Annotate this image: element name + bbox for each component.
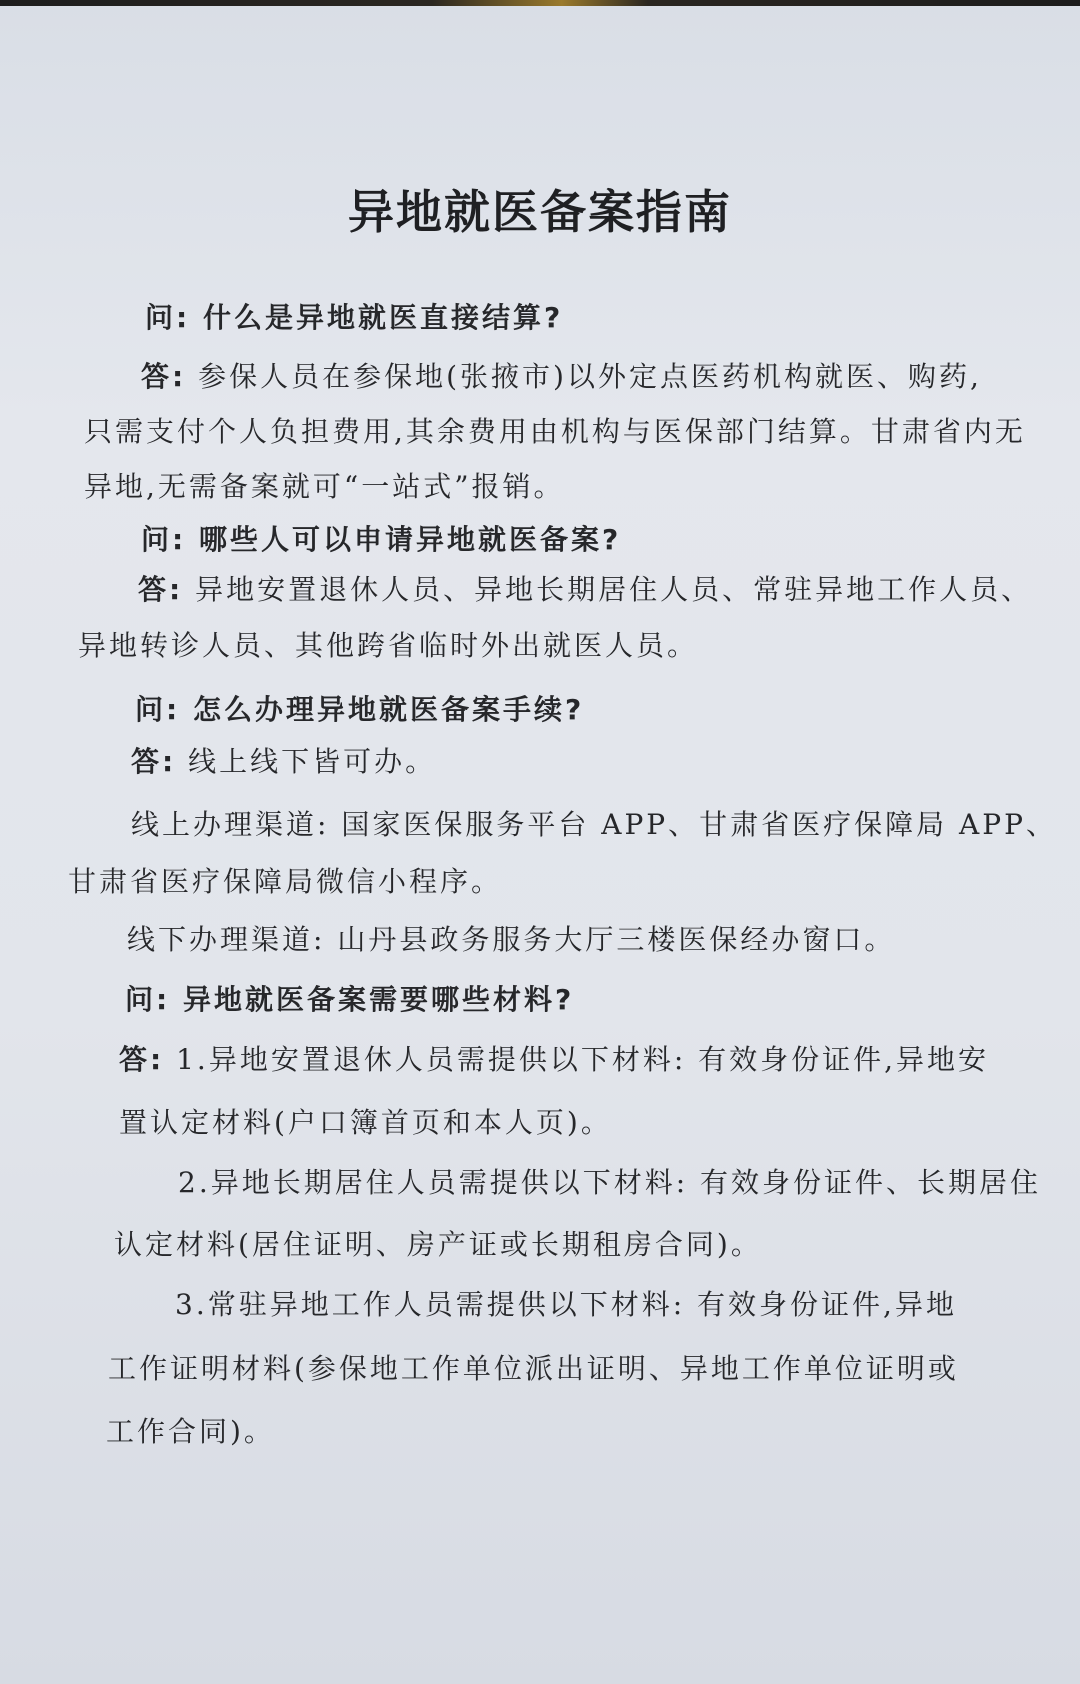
answer-label: 答: xyxy=(119,1043,165,1076)
question-2-text: 哪些人可以申请异地就医备案? xyxy=(198,523,622,556)
question-1-text: 什么是异地就医直接结算? xyxy=(202,301,564,334)
question-2 xyxy=(141,518,621,558)
answer-label: 答: xyxy=(138,573,184,606)
offline-channel: 线下办理渠道: 山丹县政务服务大厅三楼医保经办窗口。 xyxy=(127,923,896,956)
answer-2-line-1 xyxy=(138,568,1032,608)
answer-1-line-2: 只需支付个人负担费用,其余费用由机构与医保部门结算。甘肃省内无 xyxy=(84,415,1026,448)
answer-4-item-2-line-1: 2.异地长期居住人员需提供以下材料: 有效身份证件、长期居住 xyxy=(178,1166,1042,1199)
answer-2-line-2: 异地转诊人员、其他跨省临时外出就医人员。 xyxy=(78,629,699,662)
question-3-text: 怎么办理异地就医备案手续? xyxy=(192,693,585,726)
answer-1-line-1 xyxy=(141,355,982,395)
question-3 xyxy=(135,688,584,728)
answer-1-text-1: 参保人员在参保地(张掖市)以外定点医药机构就医、购药, xyxy=(198,360,982,393)
question-label: 问: xyxy=(135,693,181,726)
online-channels-line-1: 线上办理渠道: 国家医保服务平台 APP、甘肃省医疗保障局 APP、 xyxy=(131,808,1057,841)
answer-3 xyxy=(131,740,436,780)
online-channels-line-2: 甘肃省医疗保障局微信小程序。 xyxy=(68,865,503,898)
answer-4-item-3-line-1: 3.常驻异地工作人员需提供以下材料: 有效身份证件,异地 xyxy=(175,1288,957,1321)
answer-1-line-3: 异地,无需备案就可“一站式”报销。 xyxy=(84,470,565,503)
question-4 xyxy=(125,978,574,1018)
page-title: 异地就医备案指南 xyxy=(348,185,732,239)
answer-4-item-2-line-2: 认定材料(居住证明、房产证或长期租房合同)。 xyxy=(114,1228,762,1261)
question-1 xyxy=(145,296,563,336)
answer-label: 答: xyxy=(131,745,177,778)
question-label: 问: xyxy=(141,523,187,556)
question-4-text: 异地就医备案需要哪些材料? xyxy=(182,983,575,1016)
answer-2-text-1: 异地安置退休人员、异地长期居住人员、常驻异地工作人员、 xyxy=(195,573,1033,606)
item-1-text-1: 1.异地安置退休人员需提供以下材料: 有效身份证件,异地安 xyxy=(176,1043,990,1076)
answer-label: 答: xyxy=(141,360,187,393)
answer-3-text: 线上线下皆可办。 xyxy=(188,745,437,778)
answer-4-item-3-line-3: 工作合同)。 xyxy=(106,1415,275,1448)
answer-4-item-3-line-2: 工作证明材料(参保地工作单位派出证明、异地工作单位证明或 xyxy=(108,1352,959,1385)
question-label: 问: xyxy=(125,983,171,1016)
answer-4-item-1-line-2: 置认定材料(户口簿首页和本人页)。 xyxy=(119,1106,612,1139)
question-label: 问: xyxy=(145,301,191,334)
answer-4-item-1-line-1 xyxy=(119,1038,989,1078)
